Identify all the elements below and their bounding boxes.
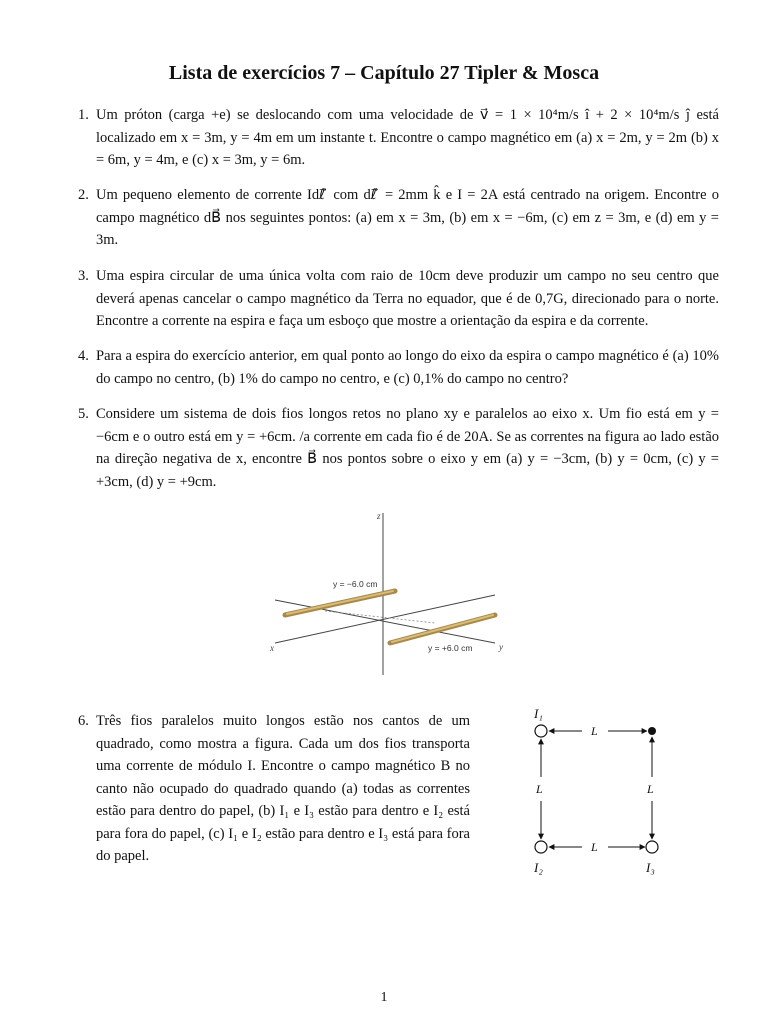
label-l-bottom: L: [591, 840, 598, 854]
wire-negative-y-highlight: [287, 591, 393, 614]
label-l-top: L: [591, 724, 598, 738]
label-i2: I₂: [534, 860, 543, 875]
empty-corner: [648, 727, 656, 735]
wire-i2: [535, 841, 547, 853]
square-wires-figure: [520, 702, 680, 882]
wires-figure: [265, 505, 515, 680]
problem-number: 2.: [78, 187, 89, 203]
problem-text: Para a espira do exercício anterior, em qual ponto ao longo do eixo da espira o campo magnético é (a) 10% do campo no centro, (b) 1% do campo no centro, e (c) 0,1% do campo no centro?: [96, 348, 719, 387]
label-l-right: L: [647, 782, 654, 796]
wire-positive-y-highlight: [392, 615, 493, 642]
y-axis-label: y: [499, 642, 503, 652]
problem-number: 1.: [78, 107, 89, 123]
y-axis: [275, 595, 495, 643]
problem-number: 3.: [78, 268, 89, 284]
problem-text: Um pequeno elemento de corrente Idℓ⃗ com dℓ⃗ = 2mm k̂ e I = 2A está centrado na origem. Encontre o campo magnético dB⃗ nos seguintes pontos: (a) em x = 3m, (b) em x = −6m, (c) em z = 3m, e (d) em y = 3m.: [96, 187, 719, 248]
label-i3: I₃: [646, 860, 655, 875]
problem-4: [78, 345, 719, 390]
page-title: Lista de exercícios 7 – Capítulo 27 Tipler & Mosca: [168, 62, 600, 84]
problem-text: Um próton (carga +e) se deslocando com uma velocidade de v⃗ = 1 × 10⁴m/s î + 2 × 10⁴m/s ĵ está localizado em x = 3m, y = 4m em um instante t. Encontre o campo magnético em (a) x = 2m, y = 2m (b) x = 6m, y = 4m, e (c) x = 3m, y = 6m.: [96, 107, 719, 168]
z-axis-label: z: [377, 511, 381, 521]
page-number: 1: [380, 990, 388, 1005]
label-l-left: L: [536, 782, 543, 796]
wire-i1: [535, 725, 547, 737]
problem-2: [78, 184, 719, 252]
problem-text: Uma espira circular de uma única volta com raio de 10cm deve produzir um campo no seu centro que deverá apenas cancelar o campo magnético da Terra no equador, que é de 0,7G, direcionado para o norte. Encontre a corrente na espira e faça um esboço que mostre a orientação da espira e da corrente.: [96, 268, 719, 329]
problem-text: Três fios paralelos muito longos estão nos cantos de um quadrado, como mostra a figura. Cada um dos fios transporta uma corrente de módulo I. Encontre o campo magnético B no canto não ocupado do quadrado quando (a) todas as correntes estão para dentro do papel, (b) I₁ e I₃ estão para dentro e I₂ está para fora do papel, (c) I₁ e I₂ estão para dentro e I₃ está para fora do papel.: [96, 713, 470, 864]
label-i1: I₁: [534, 706, 543, 721]
problem-number: 6.: [78, 713, 89, 729]
dashed-guide: [325, 611, 435, 623]
problem-3: [78, 265, 719, 333]
problem-number: 5.: [78, 406, 89, 422]
problem-5: [78, 403, 719, 493]
problem-number: 4.: [78, 348, 89, 364]
wire-i3: [646, 841, 658, 853]
problem-6: [78, 710, 470, 868]
wire-positive-label: y = +6.0 cm: [428, 643, 473, 653]
problem-1: [78, 104, 719, 172]
problem-text: Considere um sistema de dois fios longos retos no plano xy e paralelos ao eixo x. Um fio está em y = −6cm e o outro está em y = +6cm. /a corrente em cada fio é de 20A. Se as correntes na figura ao lado estão na direção negativa de x, encontre B⃗ nos pontos sobre o eixo y em (a) y = −3cm, (b) y = 0cm, (c) y = +3cm, (d) y = +9cm.: [96, 406, 719, 490]
x-axis-label: x: [270, 643, 274, 653]
wire-negative-label: y = −6.0 cm: [333, 579, 378, 589]
